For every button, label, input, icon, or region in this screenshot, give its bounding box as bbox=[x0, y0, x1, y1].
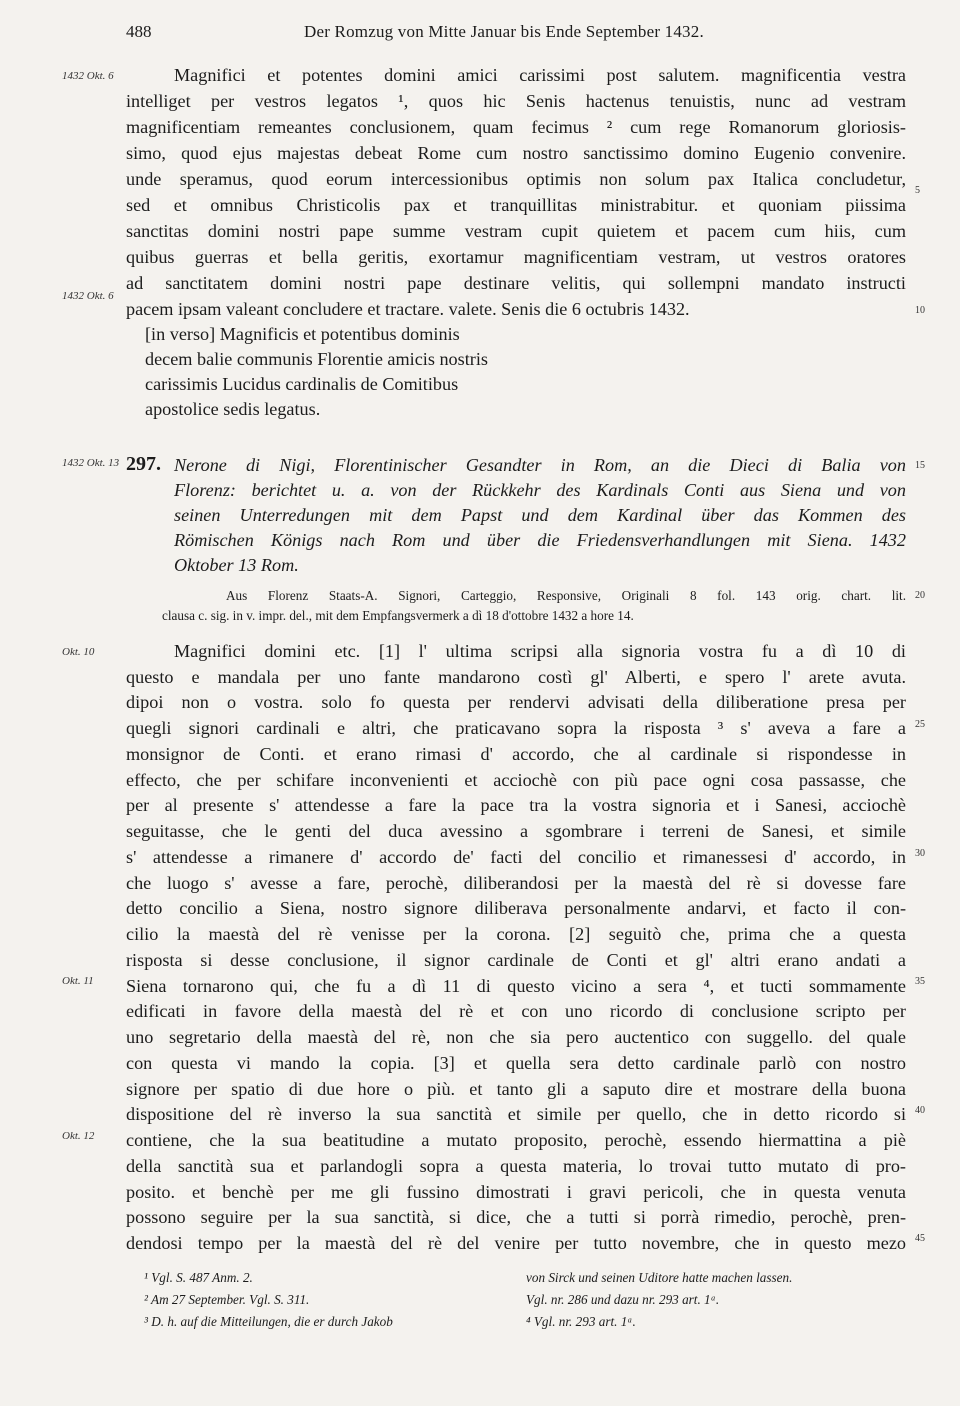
regest-line: Florenz: berichtet u. a. von der Rückkehr des Kardinals Conti aus Siena und von bbox=[174, 480, 906, 500]
address-line: apostolice sedis legatus. bbox=[145, 399, 321, 419]
footnote: ³ D. h. auf die Mitteilungen, die er durch Jakob bbox=[144, 1314, 393, 1329]
letter-line: magnificentiam remeantes conclusionem, quam fecimus ² cum rege Romanorum gloriosis- bbox=[126, 117, 906, 137]
line-number: 45 bbox=[915, 1233, 925, 1244]
line-number: 30 bbox=[915, 848, 925, 859]
letter-line: dispositione del rè inverso la sua sanctità et simile per quello, che in detto ricordo si bbox=[126, 1104, 906, 1124]
letter-line: s' attendesse a rimanere d' accordo de' facti del concilio et rimanessesi d' accordo, in bbox=[126, 847, 906, 867]
margin-date-note: Okt. 12 bbox=[62, 1130, 95, 1142]
letter-line: Siena tornarono qui, che fu a dì 11 di questo vicino a sera ⁴, et tucti sommamente bbox=[126, 976, 906, 996]
letter-line: questo e mandala per uno fante mandarono costì gl' Alberti, e spero l' arete avuta. bbox=[126, 667, 906, 687]
address-line: [in verso] Magnificis et potentibus dominis bbox=[145, 324, 460, 344]
footnote: ⁴ Vgl. nr. 293 art. 1ᵃ. bbox=[526, 1314, 636, 1329]
margin-date-note: 1432 Okt. 6 bbox=[62, 70, 114, 82]
footnote: ¹ Vgl. S. 487 Anm. 2. bbox=[144, 1270, 253, 1285]
letter-line: signore per spatio di due hore o più. et tanto gli a saputo dire et mostrare della buona bbox=[126, 1079, 906, 1099]
letter-line: edificati in favore della maestà del rè et con uno ricordo di conclusione scripto per bbox=[126, 1001, 906, 1021]
letter-line: unde speramus, quod eorum intercessionibus optimis non solum pax Italica concludetur, bbox=[126, 169, 906, 189]
letter-line: posito. et benchè per me gli fussino dimostrati i gravi pericoli, che in questa venuta bbox=[126, 1182, 906, 1202]
letter-line: detto concilio a Siena, nostro signore diliberava personalmente andarvi, et facto il con- bbox=[126, 898, 906, 918]
letter-line: sed et omnibus Christicolis pax et tranquillitas ministrabitur. et quoniam piissima bbox=[126, 195, 906, 215]
letter-line: Magnifici et potentes domini amici carissimi post salutem. magnificentia vestra bbox=[174, 65, 906, 85]
margin-date-note: Okt. 11 bbox=[62, 975, 94, 987]
source-note: Aus Florenz Staats-A. Signori, Carteggio, Responsive, Originali 8 fol. 143 orig. chart. lit. bbox=[226, 588, 906, 603]
document-number: 297. bbox=[126, 453, 161, 475]
line-number: 5 bbox=[915, 185, 920, 196]
footnote: von Sirck und seinen Uditore hatte machen lassen. bbox=[526, 1270, 793, 1285]
margin-date-note: Okt. 10 bbox=[62, 646, 95, 658]
page-number: 488 bbox=[126, 22, 152, 41]
letter-line: simo, quod ejus majestas debeat Rome cum nostro sanctissimo domino Eugenio convenire. bbox=[126, 143, 906, 163]
letter-line: quibus guerras et bella geritis, exortamur magnificentiam vestram, ut vestros oratores bbox=[126, 247, 906, 267]
letter-line: effecto, che per schifare inconvenienti et acciochè con più pace ogni cosa passasse, che bbox=[126, 770, 906, 790]
letter-line: intelliget per vestros legatos ¹, quos hic Senis hactenus tenuistis, nunc ad vestram bbox=[126, 91, 906, 111]
address-line: decem balie communis Florentie amicis nostris bbox=[145, 349, 488, 369]
line-number: 15 bbox=[915, 460, 925, 471]
letter-line: che luogo s' avesse a fare, perochè, diliberandosi per la maestà del rè si dovesse fare bbox=[126, 873, 906, 893]
letter-line: con questa vi mando la copia. [3] et quella sera detto cardinale parlò con nostro bbox=[126, 1053, 906, 1073]
letter-line: sanctitas domini nostri pape summe vestram cupit quietem et pacem cum hiis, cum bbox=[126, 221, 906, 241]
letter-line: uno segretario della maestà del rè, non che sia pero auctentico con suggello. del quale bbox=[126, 1027, 906, 1047]
letter-line: quegli signori cardinali e altri, che praticavano sopra la risposta ³ s' aveva a fare a bbox=[126, 718, 906, 738]
letter-line: risposta si desse conclusione, il signor cardinale de Conti et gl' altri erano andati a bbox=[126, 950, 906, 970]
margin-date-note: 1432 Okt. 6 bbox=[62, 290, 114, 302]
line-number: 35 bbox=[915, 976, 925, 987]
regest-line: Oktober 13 Rom. bbox=[174, 555, 299, 575]
regest-line: seinen Unterredungen mit dem Papst und dem Kardinal über das Kommen des bbox=[174, 505, 906, 525]
footnote: Vgl. nr. 286 und dazu nr. 293 art. 1ᵃ. bbox=[526, 1292, 720, 1307]
letter-line: pacem ipsam valeant concludere et tractare. valete. Senis die 6 octubris 1432. bbox=[126, 299, 690, 319]
letter-line: contiene, che la sua beatitudine a mutato proposito, perochè, essendo hiermattina a piè bbox=[126, 1130, 906, 1150]
letter-line: per al presente s' attendesse a fare la pace tra la vostra signoria et i Sanesi, acciochè bbox=[126, 795, 906, 815]
line-number: 20 bbox=[915, 590, 925, 601]
letter-line: monsignor de Conti. et erano rimasi d' accordo, che al cardinale si rispondesse in bbox=[126, 744, 906, 764]
letter-line: ad sanctitatem domini nostri pape destinare velitis, qui sollempni mandato instructi bbox=[126, 273, 906, 293]
letter-line: Magnifici domini etc. [1] l' ultima scripsi alla signoria vostra fu a dì 10 di bbox=[174, 641, 906, 661]
line-number: 10 bbox=[915, 305, 925, 316]
letter-line: della sanctità sua et parlandogli sopra a questa materia, lo trovai tutto mutato di pro- bbox=[126, 1156, 906, 1176]
regest-line: Nerone di Nigi, Florentinischer Gesandter in Rom, an die Dieci di Balia von bbox=[174, 455, 906, 475]
letter-line: dipoi non o vostra. solo fo questa per rendervi advisati della diliberatione presa per bbox=[126, 692, 906, 712]
regest-line: Römischen Königs nach Rom und über die Friedensverhandlungen mit Siena. 1432 bbox=[174, 530, 906, 550]
letter-line: cilio la maestà del rè venisse per la corona. [2] seguitò che, prima che a questa bbox=[126, 924, 906, 944]
letter-line: possono seguire per la sua sanctità, si dice, che a tutti si porrà rimedio, perochè, pren- bbox=[126, 1207, 906, 1227]
address-line: carissimis Lucidus cardinalis de Comitibus bbox=[145, 374, 459, 394]
source-note: clausa c. sig. in v. impr. del., mit dem Empfangsvermerk a dì 18 d'ottobre 1432 a hore 14. bbox=[162, 608, 634, 623]
line-number: 40 bbox=[915, 1105, 925, 1116]
margin-date-note: 1432 Okt. 13 bbox=[62, 457, 120, 469]
running-title: Der Romzug von Mitte Januar bis Ende September 1432. bbox=[304, 22, 704, 41]
line-number: 25 bbox=[915, 719, 925, 730]
letter-line: seguitasse, che le genti del duca avessino a sgombrare i terreni de Sanesi, et simile bbox=[126, 821, 906, 841]
letter-line: dendosi tempo per la maestà del rè del venire per tutto novembre, che in questo mezo bbox=[126, 1233, 906, 1253]
footnote: ² Am 27 September. Vgl. S. 311. bbox=[144, 1292, 310, 1307]
